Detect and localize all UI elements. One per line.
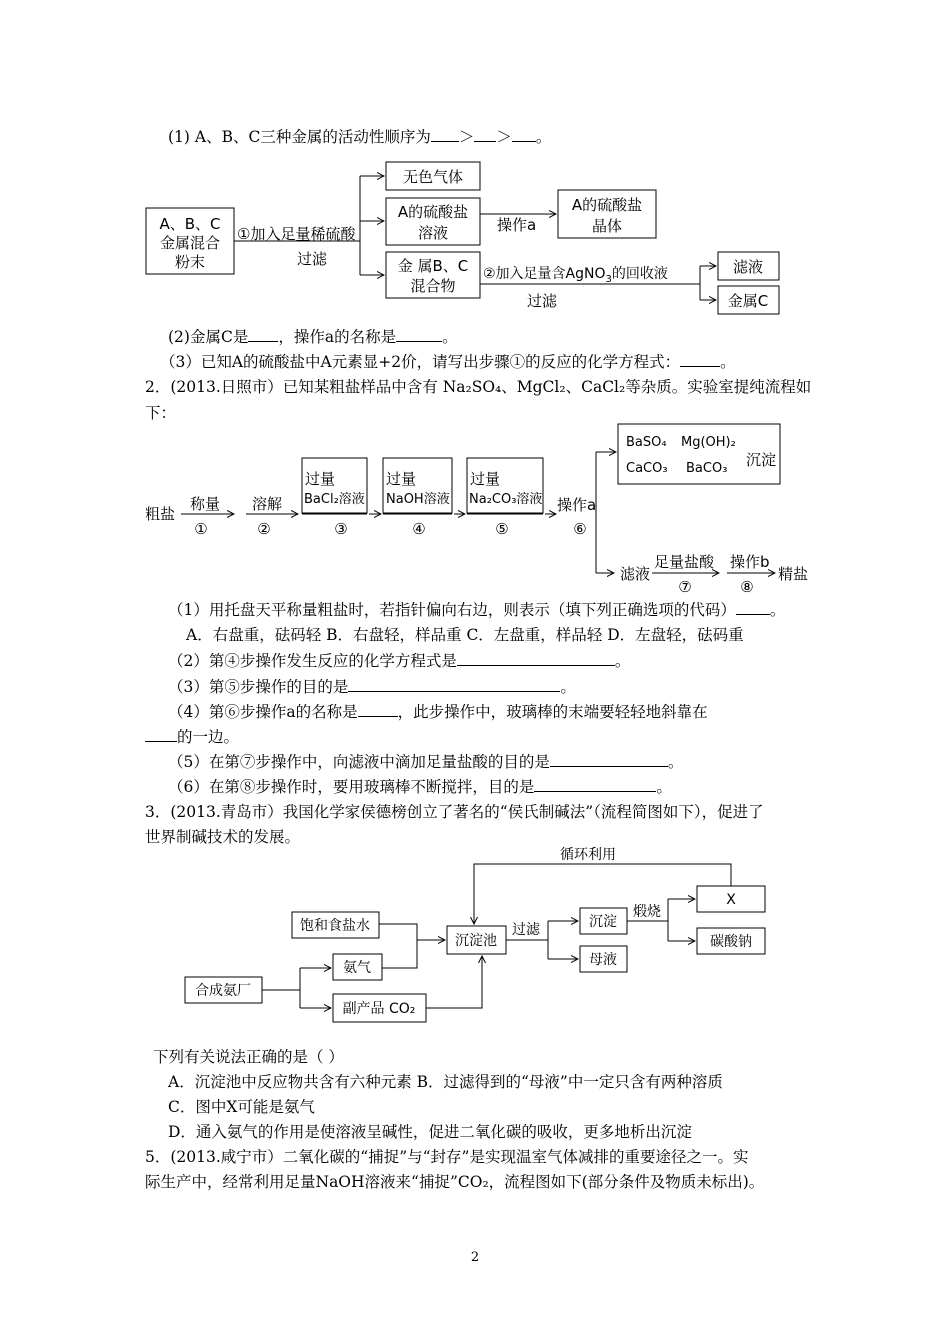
diagram-label: 晶体 [591,217,623,235]
q1-sub1: (1) A、B、C三种金属的活动性顺序为 ＞ ＞ 。 [168,128,552,146]
step-number: ⑥ [573,520,587,538]
diagram-label: CaCO₃ [626,461,668,476]
diagram-label: 粗盐 [145,505,176,523]
diagram-label: Mg(OH)₂ [681,435,736,450]
diagram-label: 粉末 [174,253,206,271]
q5-stem: 5．(2013.咸宁市）二氧化碳的“捕捉”与“封存”是实现温室气体减排的重要途径之一。实 [145,1148,749,1166]
diagram-label: 副产品 CO₂ [342,1001,416,1017]
diagram-label: BaCO₃ [686,461,728,476]
q3-option-ab: A．沉淀池中反应物共含有六种元素 B．过滤得到的“母液”中一定只含有两种溶质 [168,1073,723,1091]
q3-flow-diagram [0,840,950,1040]
diagram-label: Na₂CO₃溶液 [469,492,543,507]
q2-sub6: （6）在第⑧步操作时，要用玻璃棒不断搅拌，目的是 。 [168,778,672,796]
answer-blank[interactable] [534,776,656,792]
q3-option-d: D．通入氨气的作用是使溶液呈碱性，促进二氧化碳的吸收，更多地析出沉淀 [168,1123,692,1141]
diagram-label: 过滤 [527,292,558,310]
q3-option-c: C．图中X可能是氨气 [168,1098,315,1116]
diagram-label: 金属混合 [159,234,221,252]
diagram-label: 称量 [190,495,221,513]
diagram-label: 沉淀池 [455,933,497,949]
step-number: ⑦ [678,578,692,595]
diagram-label: 混合物 [410,277,456,295]
q2-sub1: （1）用托盘天平称量粗盐时，若指针偏向右边，则表示（填下列正确选项的代码） 。 [168,601,786,619]
q2-options: A．右盘重，砝码轻 B．右盘轻，样品重 C．左盘重，样品轻 D．左盘轻，砝码重 [186,626,744,644]
step-number: ④ [412,520,426,538]
q1-flow-diagram [0,0,950,330]
diagram-label: 操作a [497,216,537,234]
q2-stem: 下： [145,404,177,422]
q1-sub3: （3）已知A的硫酸盐中A元素显+2价，请写出步骤①的反应的化学方程式： 。 [160,353,736,371]
q3-stem: 世界制碱技术的发展。 [145,828,301,846]
diagram-label: A的硫酸盐 [397,203,469,221]
answer-blank[interactable] [680,351,720,367]
q1-sub2: (2)金属C是 ，操作a的名称是 。 [168,328,458,346]
q5-stem: 际生产中，经常利用足量NaOH溶液来“捕捉”CO₂，流程图如下(部分条件及物质未标出)。 [145,1173,765,1191]
diagram-label: NaOH溶液 [386,492,450,507]
q2-sub2: （2）第④步操作发生反应的化学方程式是 。 [168,652,631,670]
diagram-label: 饱和食盐水 [300,918,370,934]
diagram-label: BaSO₄ [626,435,667,450]
diagram-label: 合成氨厂 [195,983,251,999]
diagram-label: 沉淀 [589,914,617,930]
diagram-label: 循环利用 [560,847,616,863]
answer-blank[interactable] [736,599,770,615]
step-number: ② [257,520,271,538]
q2-sub3: （3）第⑤步操作的目的是 。 [168,678,576,696]
answer-blank[interactable] [358,701,398,717]
answer-blank[interactable] [248,326,278,342]
answer-blank[interactable] [550,751,668,767]
diagram-label: 金 属B、C [397,257,469,275]
diagram-label: A、B、C [159,215,221,233]
diagram-label: 操作b [730,553,770,571]
diagram-label: 煅烧 [633,904,661,920]
q2-sub4-cont: 的一边。 [145,726,239,748]
diagram-label: 滤液 [732,258,764,276]
diagram-label: 操作a [557,496,597,514]
diagram-label: 沉淀 [746,451,777,469]
diagram-label: A的硫酸盐 [571,196,643,214]
diagram-label: 过量 [305,470,336,488]
step-number: ① [194,520,208,538]
diagram-label: 碳酸钠 [710,934,752,950]
answer-blank[interactable] [145,726,177,742]
step-number: ⑤ [495,520,509,538]
q3-stem: 3．(2013.青岛市）我国化学家侯德榜创立了著名的“侯氏制碱法”（流程简图如下），促进了 [145,803,764,821]
answer-blank[interactable] [396,326,442,342]
diagram-label: ②加入足量含AgNO$_3$的回收液 [483,266,668,285]
diagram-label: 无色气体 [402,168,464,186]
diagram-label: 过量 [470,470,501,488]
diagram-label: 过滤 [297,250,328,268]
diagram-label: 溶解 [252,495,283,513]
diagram-label: X [726,892,736,908]
q2-sub5: （5）在第⑦步操作中，向滤液中滴加足量盐酸的目的是 。 [168,753,684,771]
diagram-label: 过滤 [512,922,540,938]
step-number: ③ [334,520,348,538]
diagram-label: 过量 [386,470,417,488]
diagram-label: 溶液 [417,224,449,242]
q2-stem: 2．(2013.日照市）已知某粗盐样品中含有 Na₂SO₄、MgCl₂、CaCl₂等杂质。实验室提纯流程如 [145,378,812,396]
q3-question: 下列有关说法正确的是（ ） [153,1048,344,1066]
diagram-label: 母液 [589,952,617,968]
answer-blank[interactable] [457,650,615,666]
q2-sub4: （4）第⑥步操作a的名称是 ，此步操作中，玻璃棒的末端要轻轻地斜靠在 [168,703,708,721]
q2-flow-diagram [0,410,950,595]
answer-blank[interactable] [348,676,560,692]
diagram-label: 滤液 [620,565,651,583]
diagram-label: BaCl₂溶液 [304,492,365,507]
page-number: 2 [470,1250,480,1265]
diagram-label: ①加入足量稀硫酸 [237,225,356,243]
step-number: ⑧ [740,578,754,595]
diagram-label: 氨气 [343,960,371,976]
diagram-label: 精盐 [778,565,809,583]
diagram-label: 足量盐酸 [654,553,715,571]
diagram-label: 金属C [727,292,769,310]
